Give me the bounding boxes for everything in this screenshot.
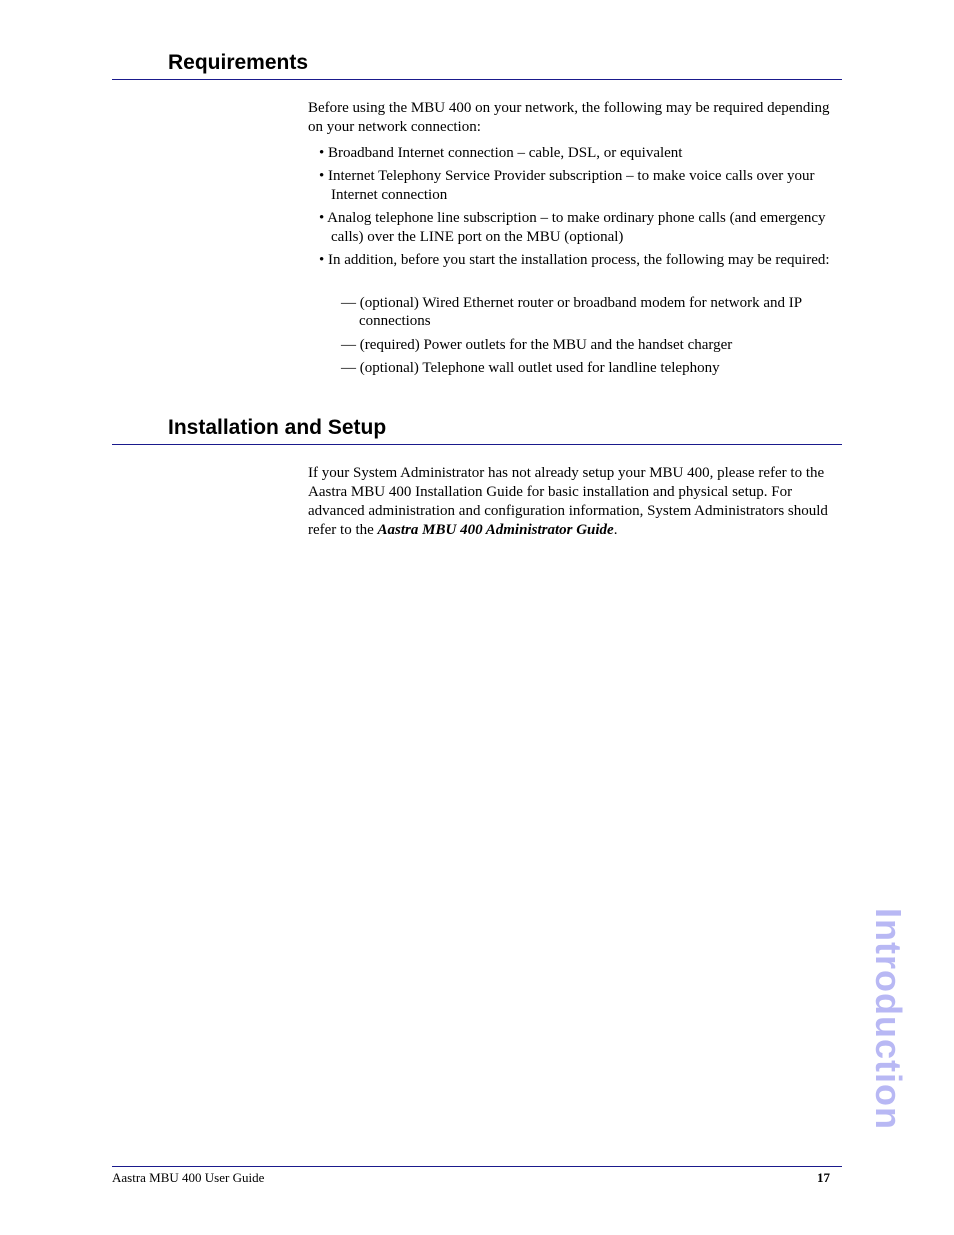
installation-paragraph-end: .: [613, 522, 618, 538]
requirements-bullet-additional: • In addition, before you start the installation process, the following may be required:: [319, 252, 830, 268]
footer-rule: [112, 1166, 842, 1167]
requirements-sub-power: — (required) Power outlets for the MBU and the handset charger: [341, 337, 733, 353]
requirements-bullet-itsp: • Internet Telephony Service Provider subscription – to make voice calls over your Internet connection: [319, 168, 815, 203]
requirements-sub-router: — (optional) Wired Ethernet router or broadband modem for network and IP connections: [341, 295, 802, 329]
requirements-bullet-broadband: • Broadband Internet connection – cable, DSL, or equivalent: [319, 145, 683, 161]
installation-rule: [112, 444, 842, 445]
requirements-bullet-analog: • Analog telephone line subscription – to make ordinary phone calls (and emergency calls) over the LINE port on the MBU (optional): [319, 210, 826, 245]
footer-guide-title: Aastra MBU 400 User Guide: [112, 1170, 265, 1185]
requirements-rule: [112, 79, 842, 80]
footer-page-number: 17: [817, 1170, 830, 1185]
installation-heading: Installation and Setup: [168, 416, 387, 439]
administrator-guide-title: Aastra MBU 400 Administrator Guide: [377, 522, 614, 538]
chapter-side-tab: [868, 908, 909, 1130]
chapter-side-tab-label: Introduction: [868, 908, 909, 1130]
requirements-heading: Requirements: [168, 51, 309, 74]
installation-paragraph: [308, 464, 848, 540]
requirements-intro: Before using the MBU 400 on your network, the following may be required depending on your network connection:: [308, 100, 830, 135]
requirements-sub-wall-outlet: — (optional) Telephone wall outlet used for landline telephony: [341, 360, 720, 376]
installation-paragraph-text: If your System Administrator has not already setup your MBU 400, please refer to the Aastra MBU 400 Installation Guide for basic installation and physical setup. For advanced administration and configuration information, System Administrators should refer to the: [308, 465, 828, 538]
